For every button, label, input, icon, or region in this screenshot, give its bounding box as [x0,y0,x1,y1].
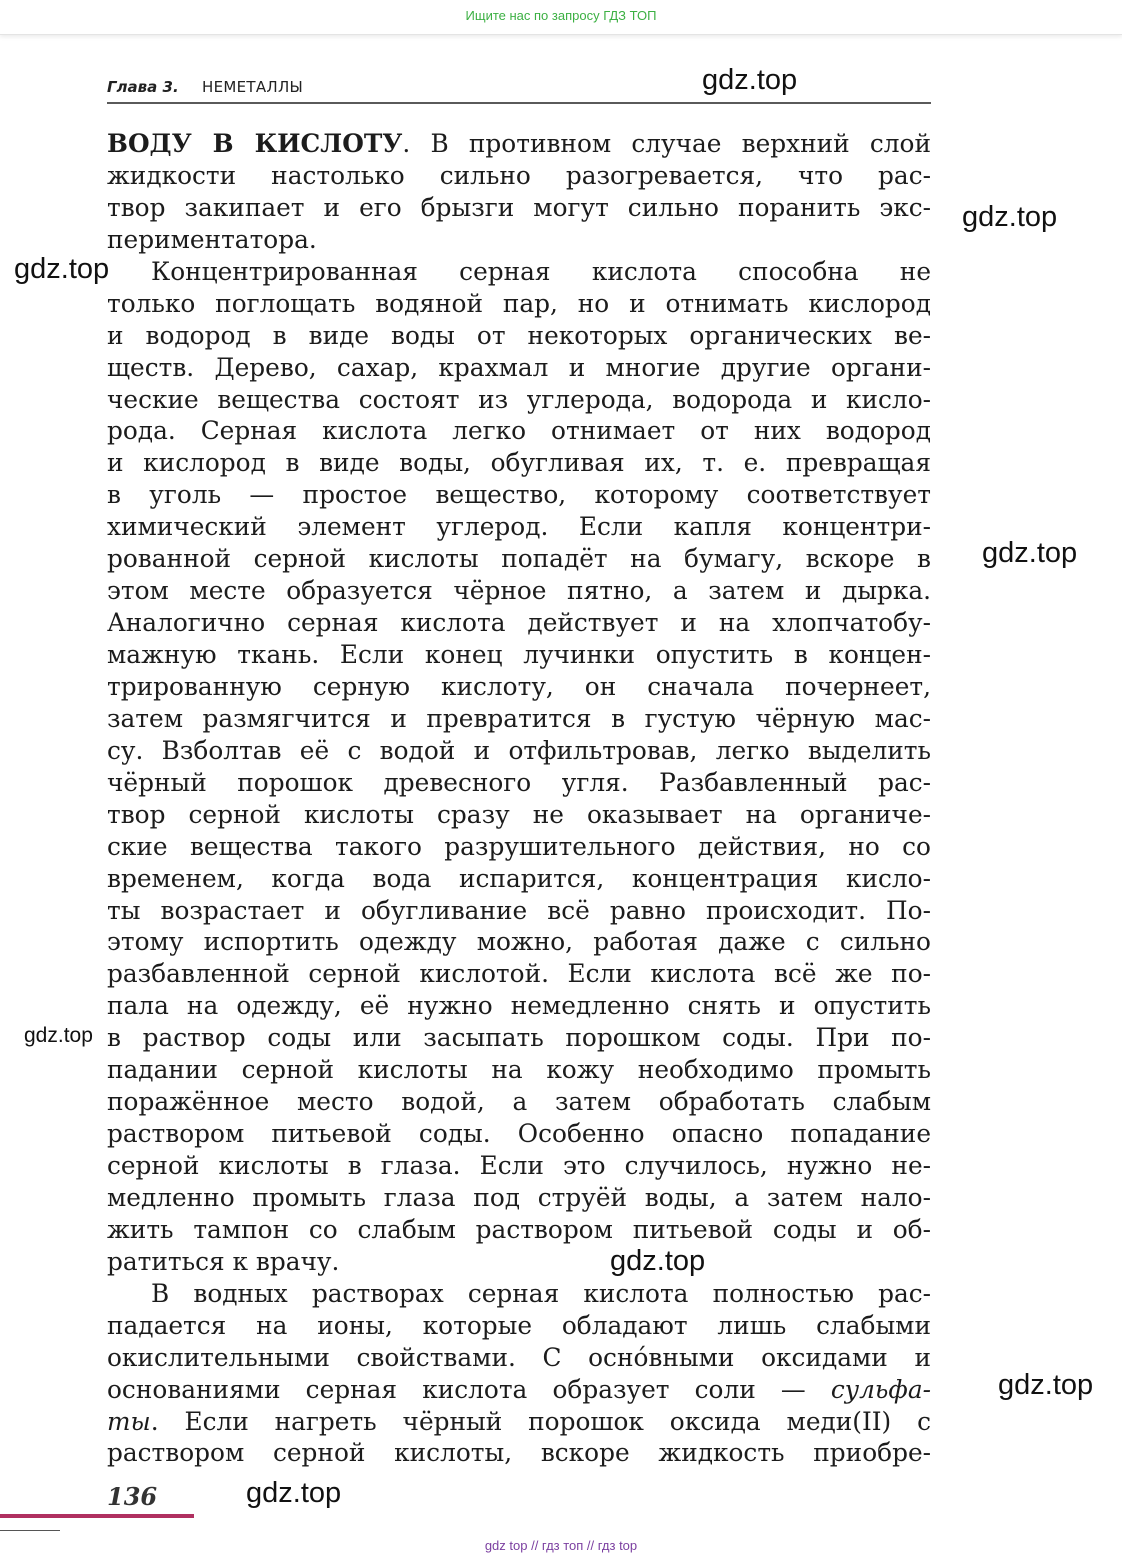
chapter-label: Глава 3. [107,78,179,96]
text-line: пала на одежду, её нужно немедленно снять и опустить [107,991,931,1021]
top-banner-text: Ищите нас по запросу ГДЗ ТОП [465,8,657,23]
emphasis-bold: ВОДУ В КИСЛОТУ [107,129,403,158]
text-line: ратиться к врачу. [107,1246,340,1276]
text-line: су. Взболтав её с водой и отфильтровав, легко выделить [107,735,931,765]
page-number: 136 [107,1482,158,1511]
watermark: gdz.top [246,1477,342,1509]
text-line: рода. Серная кислота легко отнимает от них водород [107,416,931,446]
text-line: окислительными свойствами. С осно́вными оксидами и [107,1342,931,1372]
text-line: затем размягчится и превратится в густую чёрную мас- [107,703,931,733]
text-line: основаниями серная кислота образует соли — сульфа- [107,1374,931,1404]
text-line: только поглощать водяной пар, но и отнимать кислород [107,288,931,318]
watermark: gdz.top [610,1245,706,1277]
text-line: раствором питьевой соды. Особенно опасно попадание [107,1119,931,1149]
text-line: чёрный порошок древесного угля. Разбавленный рас- [107,767,931,797]
text-line: ские вещества такого разрушительного действия, но со [107,831,931,861]
text-line: и кислород в виде воды, обугливая их, т. е. превращая [107,448,931,478]
chapter-title: НЕМЕТАЛЛЫ [202,78,304,96]
text-line: ВОДУ В КИСЛОТУ. В противном случае верхний слой [107,129,931,158]
page-header [107,74,931,104]
watermark: gdz.top [24,1024,93,1047]
footer-text: gdz top // гдз топ // гдз top [484,1538,638,1553]
text-line: ты. Если нагреть чёрный порошок оксида меди(II) с [107,1406,931,1436]
text-line: разбавленной серной кислотой. Если кислота всё же по- [107,959,931,989]
watermark: gdz.top [982,537,1078,569]
text-line: падании серной кислоты на кожу необходимо промыть [107,1055,931,1085]
text-line: Аналогично серная кислота действует и на хлопчатобу- [107,608,931,638]
text-line: этом месте образуется чёрное пятно, а затем и дырка. [107,576,931,606]
body-text [107,128,931,1469]
watermark: gdz.top [702,64,798,96]
text-line: в уголь — простое вещество, которому соответствует [107,480,931,510]
text-line: в раствор соды или засыпать порошком соды. При по- [107,1023,931,1053]
text-line: рованной серной кислоты попадёт на бумагу, вскоре в [107,544,931,574]
text-line: В водных растворах серная кислота полностью рас- [151,1278,931,1308]
text-line: периментатора. [107,224,317,254]
text-line: и водород в виде воды от некоторых органических ве- [107,320,931,350]
text-line: твор серной кислоты сразу не оказывает на органиче- [107,799,931,829]
text-line: серной кислоты в глаза. Если это случилось, нужно не- [107,1151,931,1180]
text-line: Концентрированная серная кислота способна не [151,256,931,286]
page-number-accent-bar [0,1514,194,1518]
watermark: gdz.top [998,1369,1094,1401]
text-line: раствором серной кислоты, вскоре жидкость приобре- [107,1438,931,1468]
text-line: твор закипает и его брызги могут сильно поранить экс- [107,192,931,222]
text-line: ты возрастает и обугливание всё равно происходит. По- [107,895,931,925]
watermark: gdz.top [14,253,110,285]
text-line: ческие вещества состоят из углерода, водорода и кисло- [107,384,931,414]
text-line: этому испортить одежду можно, работая даже с сильно [107,927,931,957]
text-line: временем, когда вода испарится, концентрация кисло- [107,863,931,893]
page-divider [0,1530,60,1531]
text-line: трированную серную кислоту, он сначала почернеет, [107,671,931,701]
text-line: падается на ионы, которые обладают лишь слабыми [107,1310,931,1340]
text-line: ществ. Дерево, сахар, крахмал и многие другие органи- [107,352,931,382]
text-line: поражённое место водой, а затем обработать слабым [107,1087,931,1117]
emphasis-italic: сульфа- [830,1374,931,1404]
text-line: мажную ткань. Если конец лучинки опустить в концен- [107,640,931,669]
emphasis-italic: ты [107,1406,151,1436]
text-line: жидкости настолько сильно разогревается, что рас- [107,160,931,190]
top-banner [0,0,1122,35]
text-line: медленно промыть глаза под струёй воды, а затем нало- [107,1182,931,1212]
watermark: gdz.top [962,201,1058,233]
text-line: химический элемент углерод. Если капля концентри- [107,512,931,542]
text-line: жить тампон со слабым раствором питьевой соды и об- [107,1214,931,1244]
